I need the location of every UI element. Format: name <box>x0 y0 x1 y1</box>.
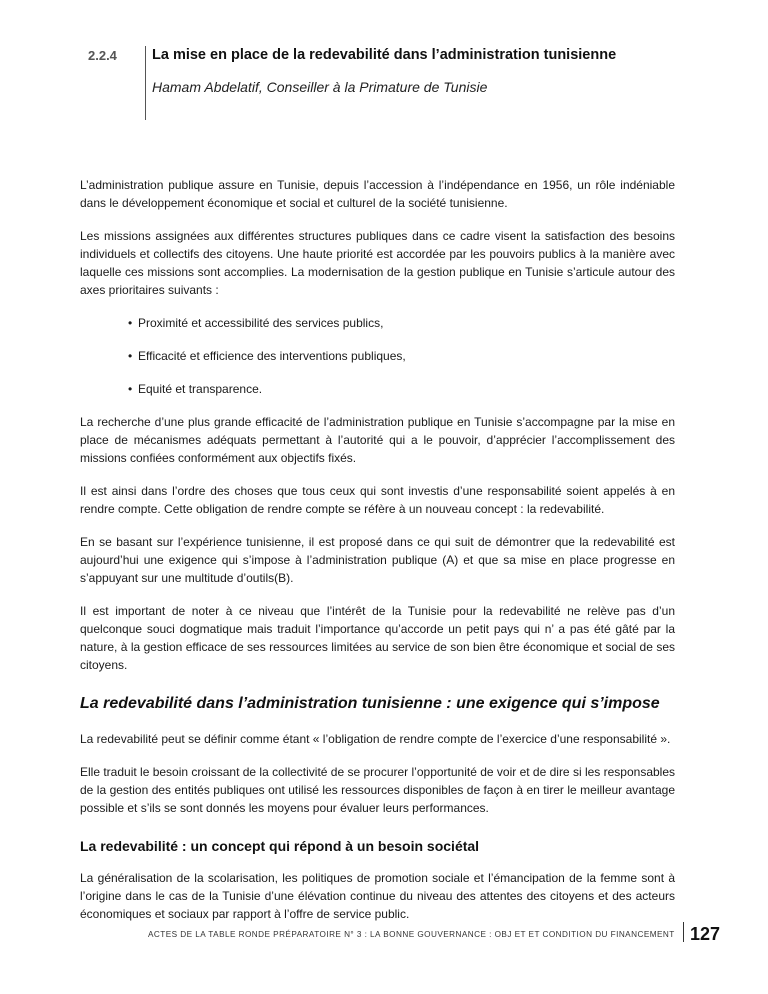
footer-divider <box>683 922 684 942</box>
page-number: 127 <box>690 924 721 944</box>
paragraph: Elle traduit le besoin croissant de la collectivité de se procurer l’opportunité de voir et de dire si les responsables de la gestion des entités publiques ont utilisé les ressources disponibles de façon à en tirer le meilleur avantage possible et s’ils se sont donnés les moyens pour évaluer leurs performances. <box>80 765 675 815</box>
paragraph: La redevabilité peut se définir comme étant « l’obligation de rendre compte de l’exercice d’une responsabilité ». <box>80 732 671 746</box>
paragraph: Les missions assignées aux différentes structures publiques dans ce cadre visent la satisfaction des besoins individuels et collectifs des citoyens. Une haute priorité est accordée par les pouvoirs publics à la manière avec laquelle ces missions sont accomplies. La modernisation de la gestion publique en Tunisie s’articule autour des axes prioritaires suivants : <box>80 229 675 297</box>
list-item-text: Efficacité et efficience des interventions publiques, <box>138 349 406 363</box>
paragraph: En se basant sur l’expérience tunisienne, il est proposé dans ce qui suit de démontrer que la redevabilité est aujourd’hui une exigence qui s’impose à l’administration publique (A) et que sa mise en place progresse en s’appuyant sur une multitude d’outils(B). <box>80 535 675 585</box>
paragraph: Il est important de noter à ce niveau que l’intérêt de la Tunisie pour la redevabilité ne relève pas d’un quelconque souci dogmatique mais traduit l’importance qu’accorde un petit pays qui n’ a pas été gâté par la nature, à la gestion efficace de ses ressources limitées au service de son bien être économique et social de ses citoyens. <box>80 604 675 672</box>
bullet-icon: • <box>128 349 133 363</box>
header-divider <box>145 46 146 120</box>
paragraph: L’administration publique assure en Tunisie, depuis l’accession à l’indépendance en 1956, un rôle indéniable dans le développement économique et social et culturel de la société tunisienne. <box>80 178 675 210</box>
running-footer: ACTES DE LA TABLE RONDE PRÉPARATOIRE N° 3 : LA BONNE GOUVERNANCE : OBJ ET ET CONDITION DU FINANCEMENT <box>148 930 675 939</box>
list-item-text: Equité et transparence. <box>138 382 263 396</box>
paragraph: La recherche d’une plus grande efficacité de l’administration publique en Tunisie s’accompagne par la mise en place de mécanismes adéquats permettant à l’autorité qui a le pouvoir, d’apprécier l’accomplissement des missions confiées conformément aux objectifs fixés. <box>80 415 675 465</box>
subsection-heading: La redevabilité : un concept qui répond à un besoin sociétal <box>80 838 480 854</box>
body-text <box>80 176 675 938</box>
list-item <box>128 380 675 398</box>
list-item <box>128 314 675 332</box>
section-title: La mise en place de la redevabilité dans l’administration tunisienne <box>152 47 617 63</box>
bullet-icon: • <box>128 382 133 396</box>
section-number: 2.2.4 <box>88 48 117 63</box>
paragraph: La généralisation de la scolarisation, les politiques de promotion sociale et l’émancipation de la femme sont à l’origine dans le cas de la Tunisie d’une élévation continue du niveau des attentes des citoyens et des acteurs économiques et sociaux par rapport à l’offre de service public. <box>80 871 675 921</box>
section-heading: La redevabilité dans l’administration tunisienne : une exigence qui s’impose <box>80 695 660 712</box>
bullet-icon: • <box>128 316 133 330</box>
section-author: Hamam Abdelatif, Conseiller à la Primature de Tunisie <box>152 79 488 95</box>
list-item <box>128 347 675 365</box>
paragraph: Il est ainsi dans l’ordre des choses que tous ceux qui sont investis d’une responsabilité soient appelés à en rendre compte. Cette obligation de rendre compte se réfère à un nouveau concept : la redevabilité. <box>80 484 675 516</box>
list-item-text: Proximité et accessibilité des services publics, <box>138 316 384 330</box>
bullet-list <box>80 314 675 398</box>
